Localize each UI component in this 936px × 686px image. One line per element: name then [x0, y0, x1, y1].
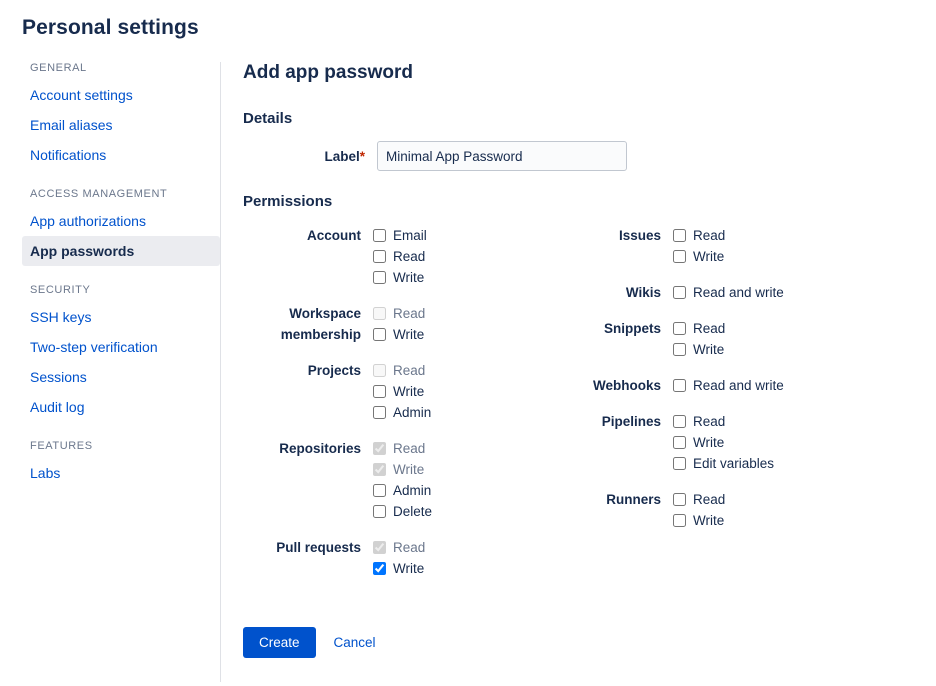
permission-options	[673, 488, 725, 531]
permission-group-label	[543, 410, 673, 474]
permission-option	[673, 411, 774, 432]
permission-option-label: Read	[693, 414, 726, 429]
permission-option	[373, 381, 431, 402]
permission-group-label-line: Workspace	[289, 306, 361, 321]
permission-options	[373, 359, 431, 423]
add-app-password-heading: Add app password	[243, 62, 413, 83]
permission-group-label	[543, 317, 673, 360]
sidebar-group	[22, 62, 220, 170]
permission-option	[373, 558, 425, 579]
checkbox-issues-read[interactable]	[673, 229, 686, 242]
permission-option	[673, 246, 725, 267]
checkbox-account-write[interactable]	[373, 271, 386, 284]
checkbox-snippets-write[interactable]	[673, 343, 686, 356]
permission-option	[373, 501, 432, 522]
permission-option-label: Read	[693, 228, 726, 243]
permission-option	[673, 225, 725, 246]
sidebar-item-email-aliases[interactable]: Email aliases	[30, 117, 113, 133]
main-content	[220, 62, 936, 682]
checkbox-repositories-delete[interactable]	[373, 505, 386, 518]
settings-layout	[0, 62, 936, 682]
permission-option-label: Edit variables	[693, 456, 775, 471]
sidebar-group-title: FEATURES	[30, 440, 93, 452]
permission-option-label: Read	[393, 540, 426, 555]
required-marker: *	[359, 148, 365, 164]
sidebar-item-app-passwords[interactable]: App passwords	[22, 236, 220, 266]
permission-option	[373, 246, 427, 267]
permission-option-label: Write	[393, 327, 425, 342]
checkbox-runners-read[interactable]	[673, 493, 686, 506]
checkbox-runners-write[interactable]	[673, 514, 686, 527]
permission-group-label-line: Repositories	[279, 441, 361, 456]
permission-group-label-line: Projects	[307, 363, 361, 378]
permission-option-label: Read and write	[693, 378, 784, 393]
permission-option-label: Read	[693, 492, 726, 507]
permission-group-label-line: membership	[280, 327, 361, 342]
permission-options	[673, 224, 725, 267]
permission-group-label	[243, 536, 373, 579]
permission-options	[373, 224, 427, 288]
label-field-row	[243, 141, 936, 171]
checkbox-repositories-read	[373, 442, 386, 455]
checkbox-projects-read	[373, 364, 386, 377]
sidebar-item-app-authorizations[interactable]: App authorizations	[30, 213, 146, 229]
checkbox-issues-write[interactable]	[673, 250, 686, 263]
permission-option-label: Admin	[393, 483, 432, 498]
permission-option	[373, 537, 425, 558]
checkbox-account-read[interactable]	[373, 250, 386, 263]
permission-group-label-line: Issues	[618, 228, 661, 243]
permissions-section-title: Permissions	[243, 193, 333, 210]
checkbox-pipelines-read[interactable]	[673, 415, 686, 428]
permission-option-label: Write	[393, 384, 425, 399]
permission-group	[543, 317, 833, 360]
sidebar-item-two-step-verification[interactable]: Two-step verification	[30, 339, 158, 355]
permission-option	[373, 459, 432, 480]
permission-group-label	[543, 224, 673, 267]
permission-option	[373, 267, 427, 288]
permission-option	[673, 318, 725, 339]
sidebar-group-title: SECURITY	[30, 284, 91, 296]
checkbox-snippets-read[interactable]	[673, 322, 686, 335]
permission-group	[543, 410, 833, 474]
permission-option	[373, 402, 431, 423]
permission-option-label: Write	[693, 342, 725, 357]
permission-options	[673, 281, 784, 303]
permission-option-label: Read	[693, 321, 726, 336]
permission-option-label: Write	[393, 462, 425, 477]
permission-group	[243, 359, 543, 423]
checkbox-webhooks-read-and-write[interactable]	[673, 379, 686, 392]
permissions-columns	[243, 224, 936, 593]
permission-option-label: Read and write	[693, 285, 784, 300]
permission-group-label	[243, 224, 373, 288]
permission-options	[373, 536, 425, 579]
checkbox-repositories-write	[373, 463, 386, 476]
permission-option	[373, 360, 431, 381]
sidebar-group	[22, 440, 220, 488]
permission-options	[673, 410, 774, 474]
sidebar-item-account-settings[interactable]: Account settings	[30, 87, 133, 103]
create-button[interactable]: Create	[243, 627, 316, 658]
permission-group	[543, 224, 833, 267]
permission-group-label-line: Runners	[606, 492, 661, 507]
permission-option	[673, 510, 725, 531]
permission-options	[373, 302, 425, 345]
permission-option	[673, 489, 725, 510]
sidebar-group	[22, 188, 220, 266]
permission-option-label: Email	[393, 228, 427, 243]
checkbox-wikis-read-and-write[interactable]	[673, 286, 686, 299]
permission-group-label	[543, 488, 673, 531]
permission-group-label-line: Account	[307, 228, 361, 243]
permission-group	[243, 302, 543, 345]
form-actions	[243, 627, 936, 658]
details-section-title: Details	[243, 110, 293, 127]
label-field-label	[243, 149, 377, 164]
sidebar	[0, 62, 220, 506]
checkbox-repositories-admin[interactable]	[373, 484, 386, 497]
permission-group-label	[243, 359, 373, 423]
permission-option-label: Read	[393, 363, 426, 378]
permission-group	[543, 374, 833, 396]
permission-group-label-line: Snippets	[603, 321, 661, 336]
permission-group-label	[243, 302, 373, 345]
permission-options	[673, 317, 725, 360]
sidebar-item-labs[interactable]: Labs	[30, 465, 61, 481]
permission-group	[543, 488, 833, 531]
permission-group-label	[543, 281, 673, 303]
permission-option	[673, 375, 784, 396]
sidebar-item-ssh-keys[interactable]: SSH keys	[30, 309, 92, 325]
sidebar-item-sessions[interactable]: Sessions	[30, 369, 87, 385]
page-title: Personal settings	[22, 16, 199, 39]
permission-group	[243, 437, 543, 522]
checkbox-workspace-membership-read	[373, 307, 386, 320]
permission-group	[243, 224, 543, 288]
sidebar-group-title: ACCESS MANAGEMENT	[30, 188, 168, 200]
permission-option	[373, 480, 432, 501]
permission-group-label-line: Pipelines	[601, 414, 661, 429]
permissions-right-column	[543, 224, 833, 593]
checkbox-pull-requests-read	[373, 541, 386, 554]
sidebar-item-audit-log[interactable]: Audit log	[30, 399, 85, 415]
checkbox-projects-admin[interactable]	[373, 406, 386, 419]
sidebar-item-notifications[interactable]: Notifications	[30, 147, 107, 163]
permission-group	[243, 536, 543, 579]
permission-option-label: Read	[393, 441, 426, 456]
permission-option-label: Write	[393, 270, 425, 285]
permission-option-label: Read	[393, 249, 426, 264]
permission-option-label: Admin	[393, 405, 432, 420]
permission-option	[673, 282, 784, 303]
permission-option-label: Read	[393, 306, 426, 321]
permission-group	[543, 281, 833, 303]
permission-option-label: Delete	[393, 504, 433, 519]
sidebar-group-title: GENERAL	[30, 62, 87, 74]
permission-option-label: Write	[693, 513, 725, 528]
permission-group-label	[543, 374, 673, 396]
checkbox-pull-requests-write[interactable]	[373, 562, 386, 575]
permission-option	[673, 432, 774, 453]
checkbox-account-email[interactable]	[373, 229, 386, 242]
permission-group-label-line: Wikis	[625, 285, 661, 300]
label-input[interactable]	[377, 141, 627, 171]
permission-option	[673, 453, 774, 474]
permission-options	[373, 437, 432, 522]
permission-options	[673, 374, 784, 396]
permission-option	[373, 438, 432, 459]
permission-option-label: Write	[393, 561, 425, 576]
permission-option-label: Write	[693, 249, 725, 264]
permission-group-label	[243, 437, 373, 522]
permission-option	[373, 225, 427, 246]
permission-option-label: Write	[693, 435, 725, 450]
permission-option	[373, 324, 425, 345]
checkbox-pipelines-edit-variables[interactable]	[673, 457, 686, 470]
checkbox-pipelines-write[interactable]	[673, 436, 686, 449]
checkbox-projects-write[interactable]	[373, 385, 386, 398]
permission-option	[373, 303, 425, 324]
permission-option	[673, 339, 725, 360]
checkbox-workspace-membership-write[interactable]	[373, 328, 386, 341]
sidebar-group	[22, 284, 220, 422]
permissions-left-column	[243, 224, 543, 593]
label-field-text: Label	[324, 148, 360, 164]
permission-group-label-line: Pull requests	[276, 540, 361, 555]
cancel-link[interactable]: Cancel	[333, 635, 376, 650]
permission-group-label-line: Webhooks	[592, 378, 661, 393]
